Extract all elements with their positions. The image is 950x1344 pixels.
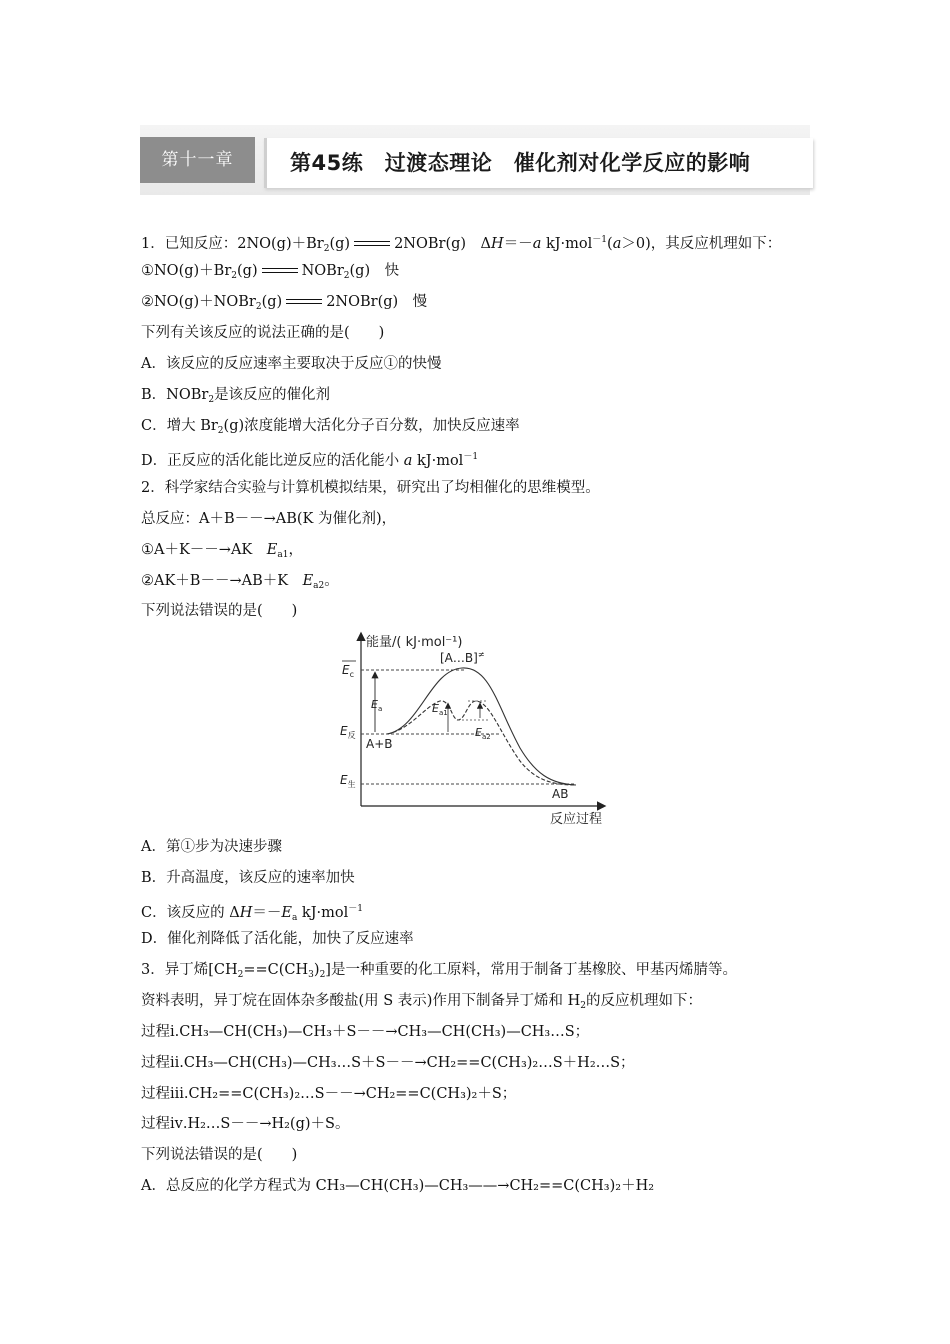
- q1-option-b: B．NOBr$_2$是该反应的催化剂: [141, 387, 331, 405]
- q2-stem: 2．科学家结合实验与计算机模拟结果，研究出了均相催化的思维模型。: [141, 480, 600, 496]
- q2-question: 下列说法错误的是( ): [141, 603, 298, 619]
- chapter-label: 第十一章: [140, 137, 255, 183]
- equilibrium-arrow: [282, 295, 326, 309]
- equilibrium-arrow: [258, 264, 302, 278]
- q3-line2: 资料表明，异丁烷在固体杂多酸盐(用 S 表示)作用下制备异丁烯和 $H_2$的反应机理如下：: [141, 993, 702, 1011]
- y-axis-label: 能量/( kJ·mol⁻¹): [366, 635, 463, 650]
- transition-state-label: [A…B]≠: [440, 650, 485, 665]
- x-axis-label: 反应过程: [550, 812, 603, 827]
- q3-process-4: 过程ⅳ.H₂…S－－→H₂(g)＋S。: [141, 1116, 350, 1132]
- q3-question: 下列说法错误的是( ): [141, 1147, 298, 1163]
- q1-stem: 1．已知反应：$2NO(g)+Br_2(g)$ 2NOBr(g) ΔH＝－a kJ·mol$^{-1}$(a＞0)，其反应机理如下：: [141, 235, 782, 254]
- ea1-label: $E_{a1}$: [432, 702, 448, 717]
- energy-diagram: [330, 628, 620, 828]
- q3-process-1: 过程ⅰ.CH₃—CH(CH₃)—CH₃＋S－－→CH₃—CH(CH₃)—CH₃…S；: [141, 1024, 590, 1040]
- er-label: $E_反$: [340, 724, 356, 740]
- q1-step2: ②NO(g)＋NOBr$_2$(g) 2NOBr(g) 慢: [141, 294, 428, 312]
- q2-step2: ②AK＋B－－→AB＋K $E_{a2}$。: [141, 573, 339, 591]
- ep-label: $E_生$: [340, 773, 356, 789]
- q2-option-b: B．升高温度，该反应的速率加快: [141, 870, 355, 886]
- q2-option-a: A．第①步为决速步骤: [141, 839, 282, 855]
- q2-option-d: D．催化剂降低了活化能，加快了反应速率: [141, 931, 414, 947]
- ea-label: $E_a$: [371, 698, 383, 713]
- q1-step1: $①NO(g)+Br_2(g)$ NOBr$_2$(g) 快: [141, 263, 400, 281]
- q1-option-a: A．该反应的反应速率主要取决于反应①的快慢: [141, 356, 442, 372]
- q3-process-2: 过程ⅱ.CH₃—CH(CH₃)—CH₃…S＋S－－→CH₂==C(CH₃)₂…S＋H₂…S；: [141, 1055, 635, 1071]
- product-label: AB: [552, 787, 569, 801]
- ec-label: $E_c$: [342, 663, 354, 679]
- q1-option-c: C．增大 $Br_2(g)$浓度能增大活化分子百分数，加快反应速率: [141, 418, 520, 436]
- q3-option-a: A．总反应的化学方程式为 CH₃—CH(CH₃)—CH₃——→CH₂==C(CH₃)₂＋H₂: [141, 1178, 655, 1194]
- equilibrium-arrow: [350, 237, 394, 251]
- reactants-label: A+B: [366, 737, 393, 751]
- page-title: 第45练 过渡态理论 催化剂对化学反应的影响: [290, 151, 751, 175]
- q3-process-3: 过程ⅲ.CH₂==C(CH₃)₂…S－－→CH₂==C(CH₃)₂＋S；: [141, 1086, 517, 1102]
- ea2-label: $E_{a2}$: [475, 726, 491, 741]
- q3-stem: 3．异丁烯$[CH_2==C(CH_3)_2]$是一种重要的化工原料，常用于制备丁基橡胶、甲基丙烯腈等。: [141, 962, 737, 980]
- q2-option-c: C．该反应的 $\Delta H=-E_a$ kJ·mol$^{-1}$: [141, 904, 363, 923]
- q1-question: 下列有关该反应的说法正确的是( ): [141, 325, 385, 341]
- q2-step1: ①A＋K－－→AK $E_{a1}$，: [141, 542, 303, 560]
- q1-option-d: D．正反应的活化能比逆反应的活化能小 a kJ·mol$^{-1}$: [141, 452, 479, 469]
- q2-total: 总反应：A＋B－－→AB(K 为催化剂)，: [141, 511, 397, 527]
